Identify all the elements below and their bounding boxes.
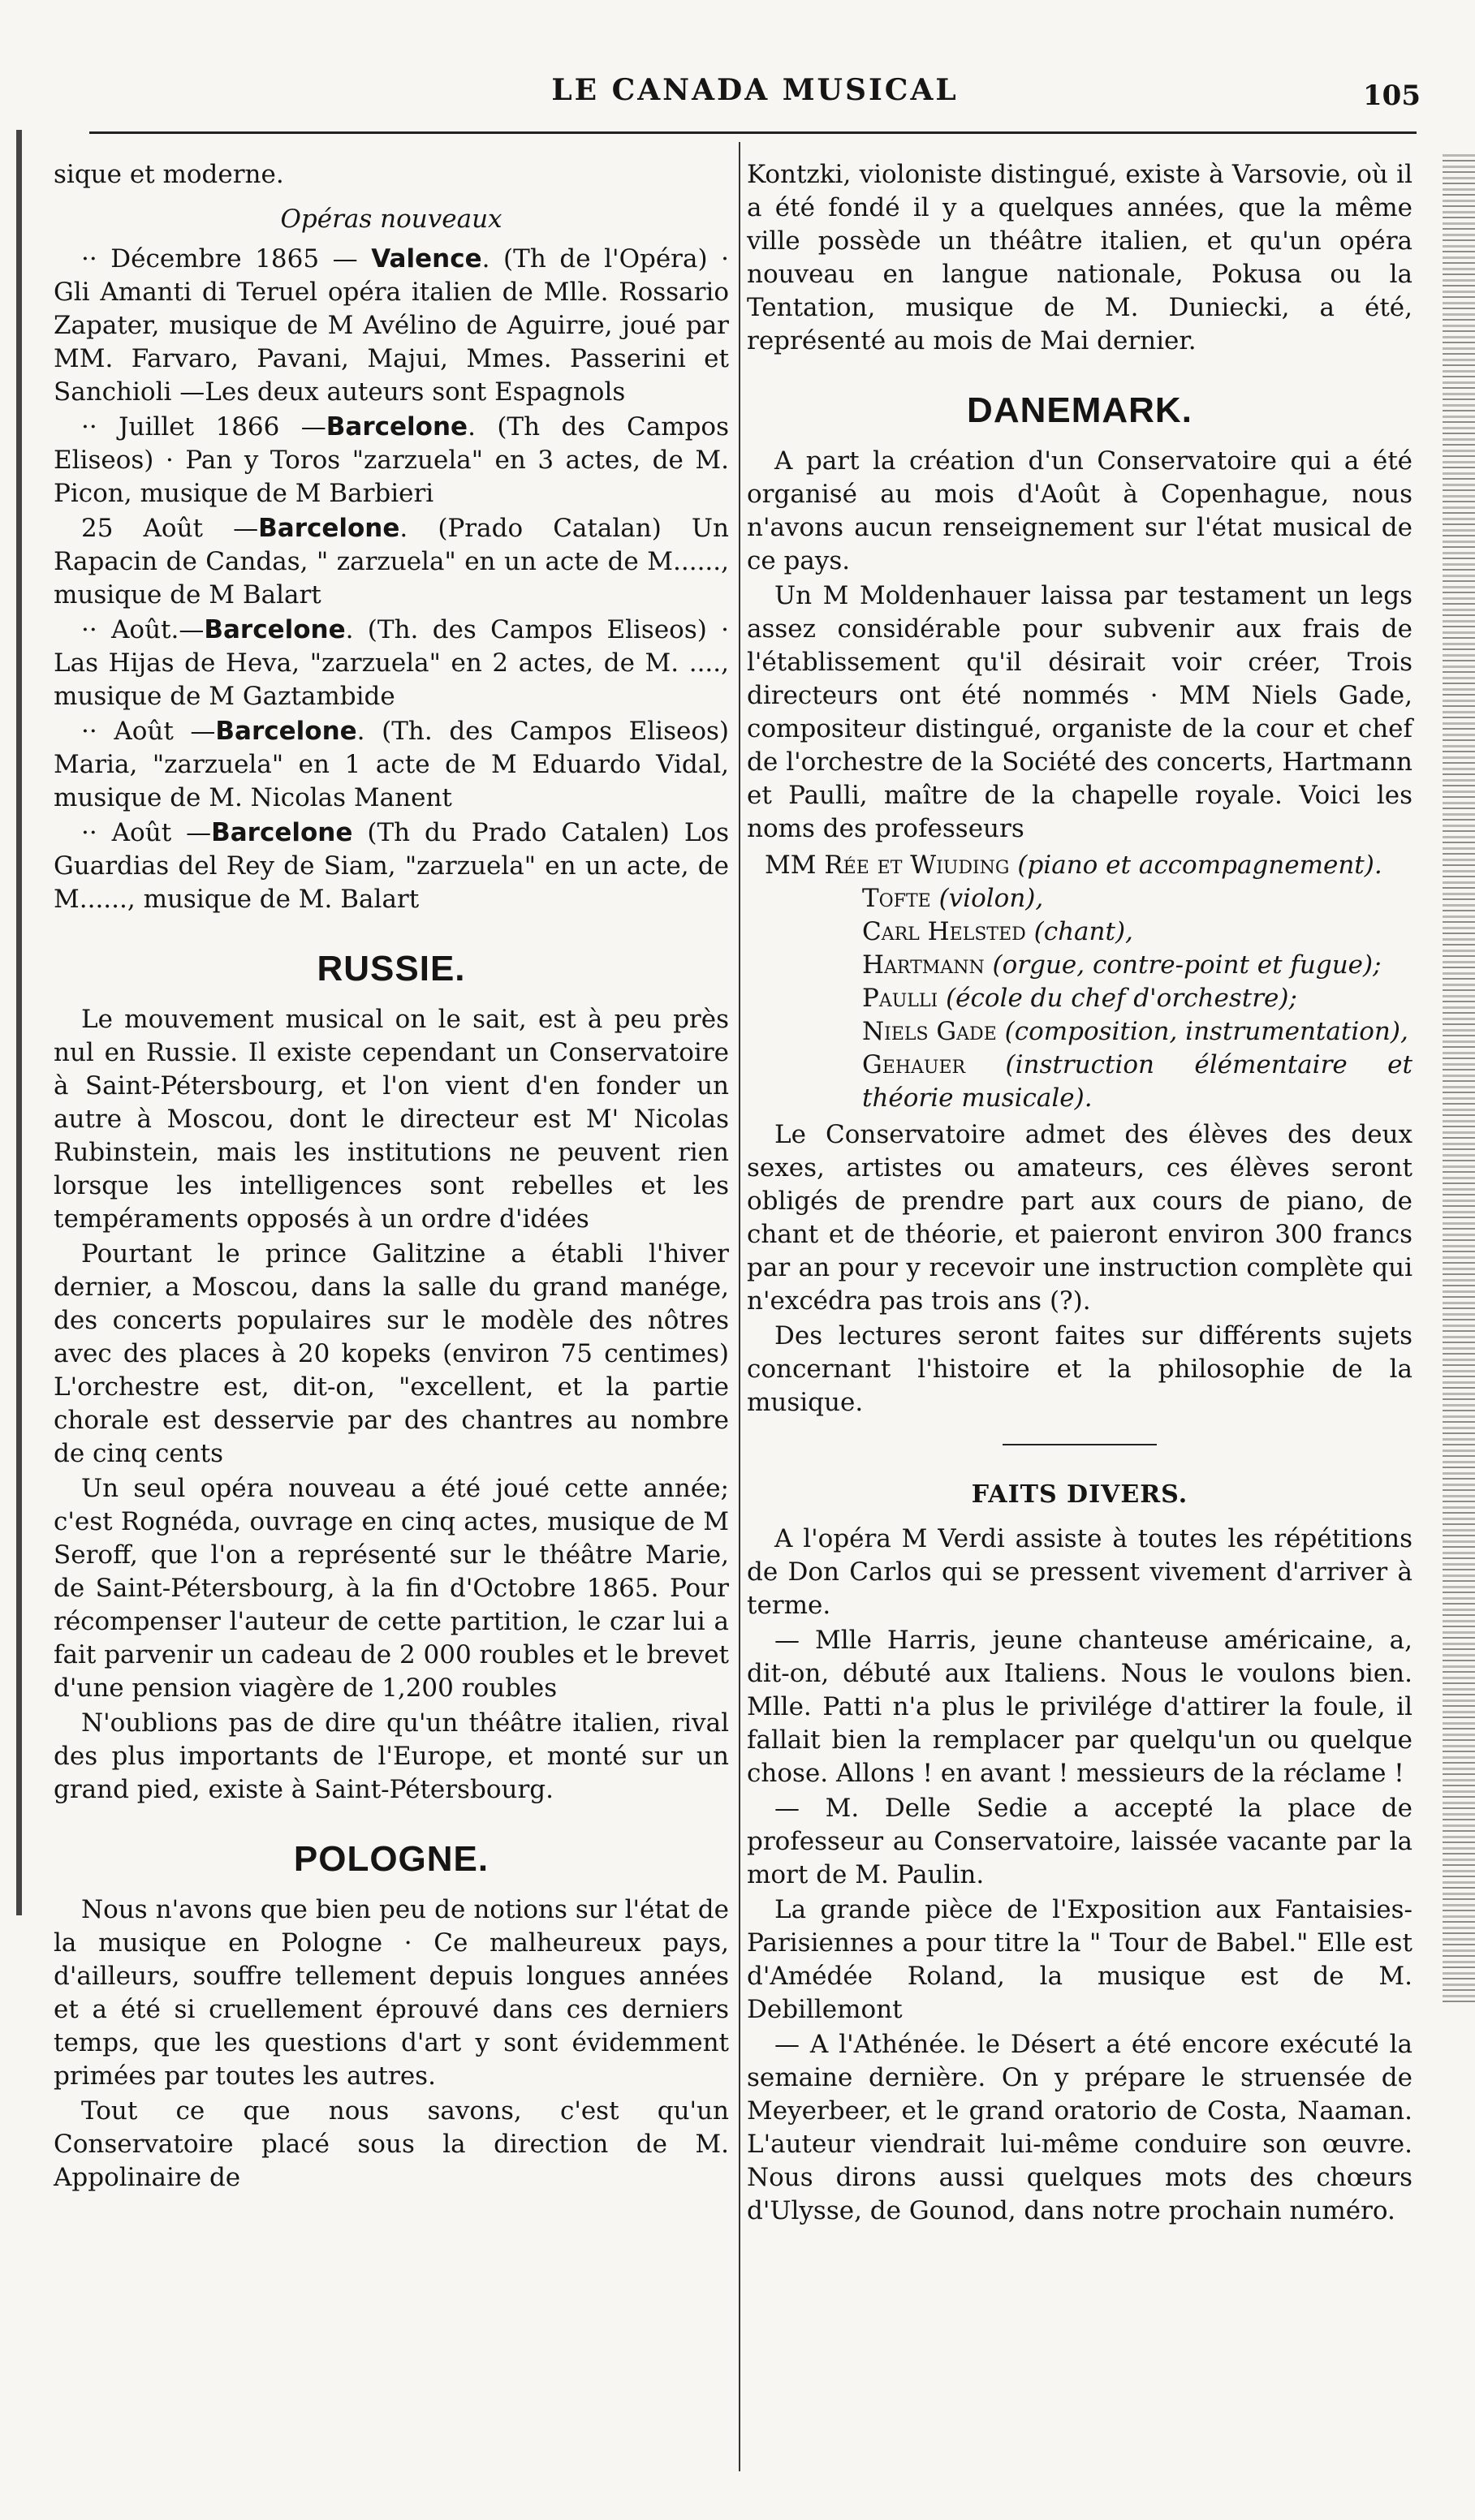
teacher-subject: (piano et accompagnement). (1017, 851, 1382, 880)
entry-city: Barcelone (326, 412, 468, 442)
opera-entry: ·· Juillet 1866 —Barcelone. (Th des Campos Eliseos) · Pan y Toros "zarzuela" en 3 actes, de M. Picon, musique de M Barbieri (54, 412, 730, 508)
section-divider (1003, 1444, 1157, 1445)
faits-divers-paragraph: — Mlle Harris, jeune chanteuse américaine, a, dit-on, débuté aux Italiens. Nous le voulons bien. Mlle. Patti n'a plus le privilége d'attirer la foule, il fallait bien la remplacer par quelqu'un ou quelque chose. Allons ! en avant ! messieurs de la réclame ! (747, 1626, 1412, 1788)
faits-divers-paragraph: A l'opéra M Verdi assiste à toutes les répétitions de Don Carlos qui se pressent vivement d'arriver à terme. (747, 1524, 1412, 1620)
teacher-entry (765, 849, 1412, 882)
teacher-names: Niels Gade (862, 1017, 997, 1046)
faits-divers-paragraph: — A l'Athénée. le Désert a été encore exécuté la semaine dernière. On y prépare le struensée de Meyerbeer, et le grand oratorio de Costa, Naaman. L'auteur viendrait lui-même conduire son œuvre. Nous dirons aussi quelques mots des chœurs d'Ulysse, de Gounod, dans notre prochain numéro. (747, 2030, 1412, 2225)
carryover-paragraph: Kontzki, violoniste distingué, existe à Varsovie, où il a été fondé il y a quelques années, que la même ville possède un théâtre italien, et qu'un opéra nouveau en langue nationale, Pokusa ou la Tentation, musique de M. Duniecki, a été, représenté au mois de Mai dernier. (747, 160, 1412, 355)
teacher-entry (765, 949, 1412, 982)
entry-text: . (Th de l'Opéra) · Gli Amanti di Teruel opéra italien de Mlle. Rossario Zapater, musique de M Avélino de Aguirre, joué par MM. Farvaro, Pavani, Majui, Mmes. Passerini et Sanchioli —Les deux auteurs sont Espagnols (54, 244, 730, 407)
russie-paragraph: Un seul opéra nouveau a été joué cette année; c'est Rognéda, ouvrage en cinq actes, musique de M Seroff, que l'on a représenté sur le théâtre Marie, de Saint-Pétersbourg, à la fin d'Octobre 1865. Pour récompenser l'auteur de cette partition, le czar lui a fait parvenir un cadeau de 2 000 roubles et le brevet d'une pension viagère de 1,200 roubles (54, 1474, 729, 1703)
russie-paragraph: Pourtant le prince Galitzine a établi l'hiver dernier, a Moscou, dans la salle du grand manége, des concerts populaires sur le modèle des nôtres avec des places à 20 kopeks (environ 75 centimes) L'orchestre est, dit-on, "excellent, et la partie chorale est desservie par des chantres au nombre de cinq cents (54, 1239, 729, 1468)
entry-city: Barcelone (211, 818, 353, 847)
teacher-entry (765, 982, 1412, 1015)
opera-entry: ·· Août.—Barcelone. (Th. des Campos Eliseos) · Las Hijas de Heva, "zarzuela" en 2 actes, de M. ...., musique de M Gaztambide (54, 615, 730, 711)
pologne-heading: POLOGNE. (293, 1839, 490, 1879)
entry-city: Barcelone (258, 514, 400, 543)
header-rule (89, 131, 1417, 134)
danemark-paragraph: Un M Moldenhauer laissa par testament un legs assez considérable pour subvenir aux frais de l'établissement qu'il désirait voir créer, Trois directeurs ont été nommés · MM Niels Gade, compositeur distingué, organiste de la cour et chef de l'orchestre de la Société des concerts, Hartmann et Paulli, maître de la chapelle royale. Voici les noms des professeurs (747, 581, 1412, 843)
russie-paragraph: N'oublions pas de dire qu'un théâtre italien, rival des plus importants de l'Europe, et monté sur un grand pied, existe à Saint-Pétersbourg. (54, 1708, 729, 1804)
teacher-names: Gehauer (862, 1050, 966, 1079)
entry-date: Août (111, 818, 172, 847)
right-column (747, 158, 1412, 2229)
teacher-entry (765, 1015, 1412, 1049)
entry-text: . (Th. des Campos Eliseos) · Las Hijas de Heva, "zarzuela" en 2 actes, de M. ...., musique de M Gaztambide (54, 615, 730, 711)
faits-divers-paragraph: — M. Delle Sedie a accepté la place de professeur au Conservatoire, laissée vacante par la mort de M. Paulin. (747, 1794, 1412, 1889)
teacher-names: Paulli (862, 984, 938, 1013)
russie-heading: RUSSIE. (317, 949, 466, 989)
opera-entry: 25 Août —Barcelone. (Prado Catalan) Un Rapacin de Candas, " zarzuela" en un acte de M......, musique de M Balart (54, 514, 730, 610)
entry-text: . (Th des Campos Eliseos) · Pan y Toros "zarzuela" en 3 actes, de M. Picon, musique de M Barbieri (54, 412, 730, 508)
faits-divers-heading: FAITS DIVERS. (971, 1480, 1188, 1509)
teacher-names: MM Rée et Wiuding (765, 851, 1010, 880)
teacher-subject: (composition, instrumentation), (1004, 1017, 1408, 1046)
operas-heading: Opéras nouveaux (280, 205, 502, 234)
entry-date: 25 Août (81, 514, 204, 543)
entry-text: (Th du Prado Catalen) Los Guardias del Rey de Siam, "zarzuela" en un acte, de M......, musique de M. Balart (54, 818, 730, 914)
entry-date: Juillet 1866 (119, 412, 280, 442)
entry-text: . (Prado Catalan) Un Rapacin de Candas, " zarzuela" en un acte de M......, musique de M Balart (54, 514, 730, 610)
teacher-entry (765, 1049, 1412, 1115)
pologne-paragraph: Tout ce que nous savons, c'est qu'un Conservatoire placé sous la direction de M. Appolinaire de (54, 2096, 729, 2192)
entry-city: Barcelone (215, 717, 357, 746)
teacher-list (765, 849, 1412, 1115)
entry-date: Décembre 1865 (110, 244, 320, 274)
danemark-paragraph: Le Conservatoire admet des élèves des deux sexes, artistes ou amateurs, ces élèves seront obligés de prendre part aux cours de piano, de chant et de théorie, et paieront environ 300 francs par an pour y recevoir une instruction complète qui n'excédra pas trois ans (?). (747, 1120, 1412, 1316)
opening-line: sique et moderne. (54, 160, 284, 189)
entry-date: Août (114, 717, 174, 746)
teacher-names: Carl Helsted (862, 917, 1026, 946)
teacher-entry (765, 882, 1412, 915)
opera-entry: ·· Août —Barcelone. (Th. des Campos Eliseos) Maria, "zarzuela" en 1 acte de M Eduardo Vidal, musique de M. Nicolas Manent (54, 717, 730, 812)
russie-paragraph: Le mouvement musical on le sait, est à peu près nul en Russie. Il existe cependant un Conservatoire à Saint-Pétersbourg, et l'on vient d'en fonder un autre à Moscou, dont le directeur est M' Nicolas Rubinstein, mais les institutions ne peuvent rien lorsque les intelligences sont rebelles et les tempéraments opposés à un ordre d'idées (54, 1005, 729, 1234)
danemark-paragraph: Des lectures seront faites sur différents sujets concernant l'histoire et la philosophie de la musique. (747, 1321, 1412, 1417)
column-rule (739, 142, 740, 2471)
danemark-paragraph: A part la création d'un Conservatoire qui a été organisé au mois d'Août à Copenhague, nous n'avons aucun renseignement sur l'état musical de ce pays. (747, 446, 1412, 575)
pologne-paragraph: Nous n'avons que bien peu de notions sur l'état de la musique en Pologne · Ce malheureux pays, d'ailleurs, souffre tellement depuis longues années et a été si cruellement éprouvé dans ces derniers temps, que les questions d'art y sont évidemment primées par toutes les autres. (54, 1895, 729, 2091)
teacher-names: Tofte (862, 884, 931, 913)
teacher-subject: (école du chef d'orchestre); (946, 984, 1297, 1013)
running-title: LE CANADA MUSICAL (551, 73, 959, 107)
page-header (89, 57, 1421, 122)
faits-divers-paragraph: La grande pièce de l'Exposition aux Fantaisies-Parisiennes a pour titre la " Tour de Babel." Elle est d'Amédée Roland, la musique est de M. Debillemont (747, 1895, 1412, 2024)
page-edge-strip (1443, 154, 1475, 2005)
entry-date: Août (111, 615, 171, 644)
teacher-entry (765, 915, 1412, 949)
entry-city: Barcelone (204, 615, 346, 644)
teacher-subject: (instruction élémentaire et théorie musicale). (862, 1050, 1412, 1113)
teacher-subject: (violon), (938, 884, 1044, 913)
teacher-subject: (chant), (1033, 917, 1133, 946)
binding-shadow (16, 130, 22, 1915)
entry-city: Valence (371, 244, 482, 274)
opera-entry: ·· Août —Barcelone (Th du Prado Catalen) Los Guardias del Rey de Siam, "zarzuela" en un acte, de M......, musique de M. Balart (54, 818, 730, 914)
entry-text: . (Th. des Campos Eliseos) Maria, "zarzuela" en 1 acte de M Eduardo Vidal, musique de M. Nicolas Manent (54, 717, 730, 812)
left-column (54, 158, 729, 2196)
teacher-subject: (orgue, contre-point et fugue); (992, 950, 1382, 980)
danemark-heading: DANEMARK. (967, 390, 1193, 430)
opera-entry: ·· Décembre 1865 — Valence. (Th de l'Opéra) · Gli Amanti di Teruel opéra italien de Mlle. Rossario Zapater, musique de M Avélino de Aguirre, joué par MM. Farvaro, Pavani, Majui, Mmes. Passerini et Sanchioli —Les deux auteurs sont Espagnols (54, 244, 730, 407)
page-number: 105 (1363, 80, 1421, 112)
teacher-names: Hartmann (862, 950, 985, 980)
